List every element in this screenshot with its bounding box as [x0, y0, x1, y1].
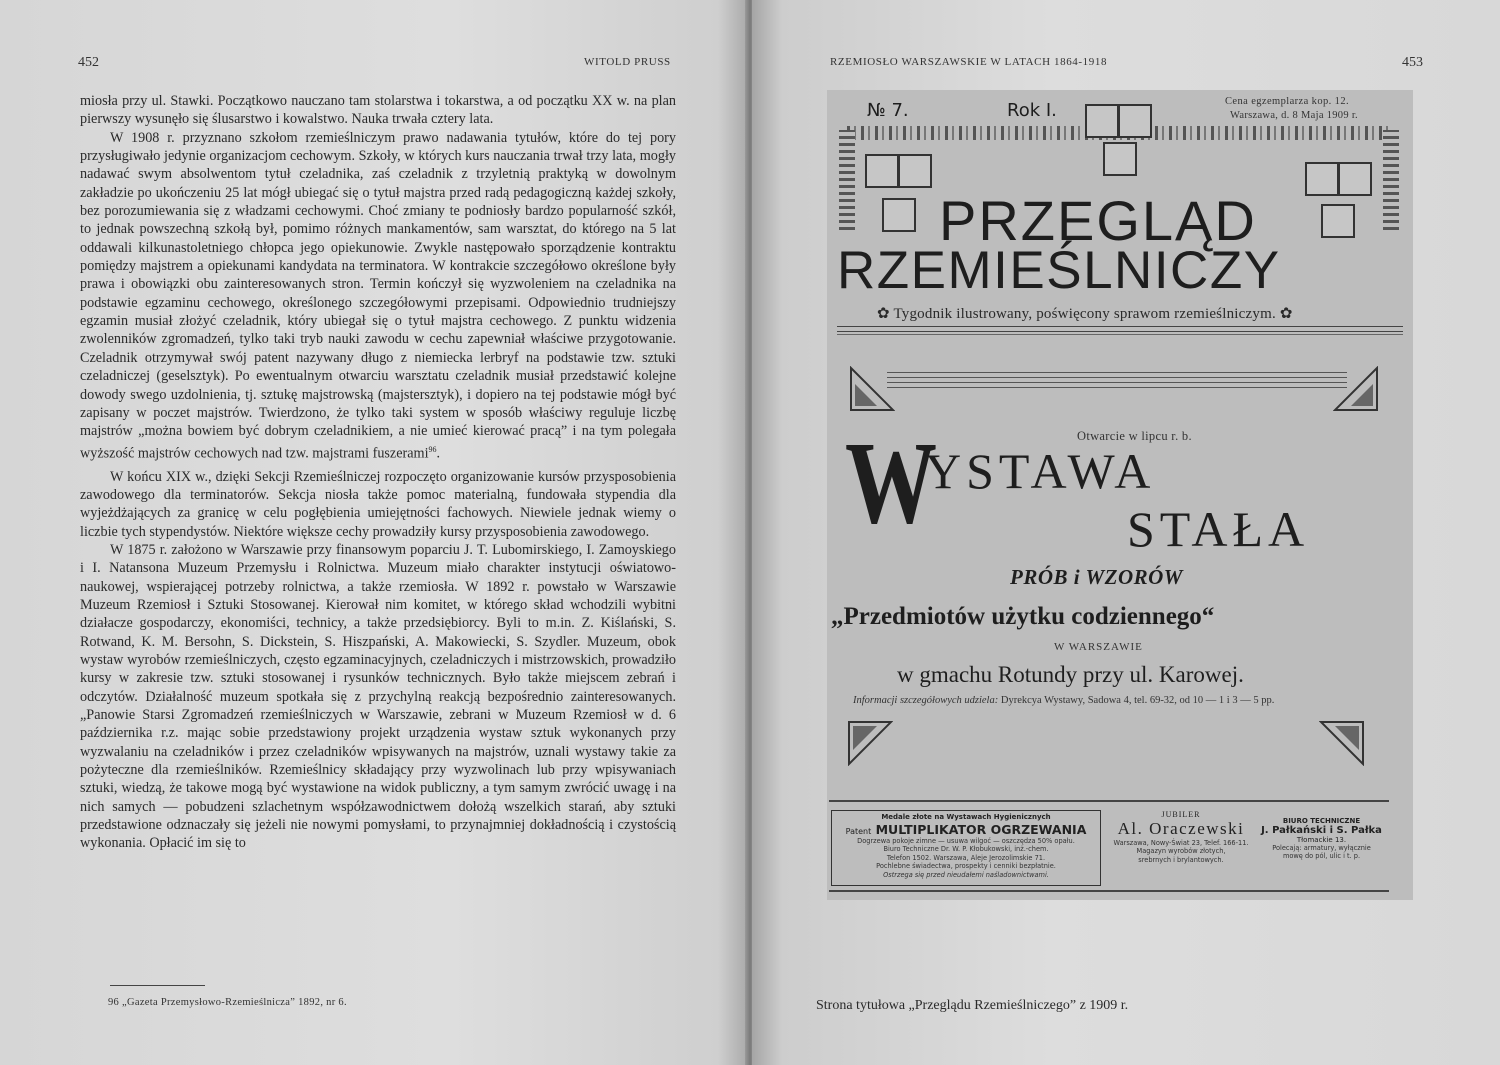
paragraph-1: miosła przy ul. Stawki. Początkowo nauczano tam stolarstwa i tokarstwa, a od początku XX w. na plan pierwszy wysunęło się ślusarstwo i kowalstwo. Nauka trwała cztery lata. — [80, 93, 676, 128]
advertisement-strip — [829, 800, 1389, 892]
left-page — [0, 0, 748, 1065]
ad1-line3: Dogrzewa pokoje zimne — usuwa wilgoć — oszczędza 50% opału. — [857, 837, 1075, 845]
cover-subtitle-text: Tygodnik ilustrowany, poświęcony sprawom rzemieślniczym. — [893, 306, 1276, 322]
crest-icon — [1118, 104, 1152, 138]
corner-ornament-icon — [849, 366, 895, 412]
running-head-left: WITOLD PRUSS — [584, 56, 671, 68]
cover-subtitle — [877, 304, 1293, 323]
cover-year: Rok I. — [1007, 100, 1057, 121]
flower-icon: ✿ — [1275, 306, 1293, 322]
crest-icon — [865, 154, 899, 188]
page-number-left: 452 — [78, 55, 99, 70]
ad1-line4: Biuro Techniczne Dr. W. P. Kłobukowski, inż.-chem. — [883, 845, 1049, 854]
ornament-line — [887, 387, 1347, 388]
cover-info-text: Dyrekcya Wystawy, Sadowa 4, tel. 69-32, od 10 — 1 i 3 — 5 pp. — [1000, 695, 1275, 706]
cover-title-line1: PRZEGLĄD — [939, 189, 1257, 252]
ad1-line6: Pochlebne świadectwa, prospekty i cenniki bezpłatnie. — [876, 862, 1056, 871]
crest-icon — [1338, 162, 1372, 196]
ornament-vine-left — [839, 130, 855, 230]
ad1-name — [832, 822, 1100, 837]
ad3-name: J. Pałkański i S. Pałka — [1261, 825, 1382, 836]
cover-stala: STAŁA — [1127, 501, 1310, 557]
paragraph-4: W 1875 r. założono w Warszawie przy finansowym poparciu J. T. Lubomirskiego, I. Zamoyskiego i I. Natansona Muzeum Przemysłu i Rolnictwa. Muzeum miało charakter instytucji oświatowo-naukowej, wspierającej potrzeby rolnictwa, a także rzemiosła. W 1892 r. powstało w Warszawie Muzeum Rzemiosł i Sztuki Stosowanej. Kierował nim komitet, w którego skład wchodzili wybitni działacze gospodarczy, ekonomiści, technicy, a także przedsiębiorcy. Byli to m.in. Z. Kiślański, S. Rotwand, K. M. Bersohn, S. Dickstein, S. Hiszpański, A. Makowiecki, S. Szydler. Muzeum, obok wystaw wyrobów rzemieślniczych, często egzaminacyjnych, czeladniczych i mistrzowskich, prowadziło kursy w zakresie tzw. sztuki stosowanej i rysunków technicznych. Było także miejscem zebrań i odczytów. Działalność muzeum spotkała się z przychylną reakcją bezpośrednio zainteresowanych. „Panowie Starsi Zgromadzeń rzemieślniczych w Warszawie, zebrani w Muzeum Rzemiosł w d. 6 października r.z. mając sobie przedstawiony projekt urządzenia wystaw sztuk wykonanych przy wyzwalaniu na czeladników i przez czeladników wpisywanych na majstrów, uznali wystawy takie za pożyteczne dla rzemieślników. Rzemieślnicy składający przy wyzwolinach lub przy wpisywaniach sztuki, wiedzą, że takowe mogą być wystawione na widok publiczny, a tym samym zwrócić uwagę i na nich samych — pobudzeni szlachetnym współzawodnictwem dołożą wszelkich starań, aby sztuki przedstawione odznaczały się jeżeli nie nowymi pomysłami, to przynajmniej dokładnością i czystością wykonania. Opłacić im się to — [80, 541, 676, 852]
ad3-label: BIURO TECHNICZNE — [1282, 817, 1361, 825]
ornament-vine-right — [1383, 130, 1399, 230]
ad2-label: JUBILER — [1161, 810, 1201, 819]
crest-icon — [898, 154, 932, 188]
ornament-line — [887, 377, 1347, 378]
cover-issue: № 7. — [867, 100, 909, 121]
running-head-right: RZEMIOSŁO WARSZAWSKIE W LATACH 1864-1918 — [830, 56, 1108, 68]
cover-wystawa: YSTAWA — [925, 443, 1156, 499]
ad1-title: MULTIPLIKATOR OGRZEWANIA — [875, 822, 1087, 837]
ornament-line — [887, 372, 1347, 373]
paragraph-3: W końcu XIX w., dzięki Sekcji Rzemieślniczej rozpoczęto organizowanie kursów przysposobienia zawodowego dla terminatorów. Sekcja niosła także pomoc materialną, fundowała stypendia dla wyjeżdżających za granicę w celu pogłębienia umiejętności fachowych. Niewiele jednak wiemy o liczbie tych stypendystów. Niektóre większe cechy prowadziły kursy przysposobienia zawodowego. — [80, 468, 676, 540]
cover-rule — [837, 326, 1403, 327]
crest-icon — [1103, 142, 1137, 176]
paragraph-2-text: W 1908 r. przyznano szkołom rzemieślniczym prawo nadawania tytułów, które do tej pory przysługiwało jedynie organizacjom cechowym. Szkoły, w których kurs nauczania trwał trzy lata, mogły nadawać swym absolwentom tytuł czeladnika, zaś czeladnik z trzyletnią praktyką w dowolnym zakładzie po ukończeniu 25 lat mógł ubiegać się o tytuł majstra przed radą pedagogiczną każdej szkoły, bez porozumiewania się z władzami cechowymi. Choć zmiany te podniosły bardzo popularność szkół, to jednak powszechną szkołą był, pomimo różnych mankamentów, sam warsztat, do którego na 5 lat oddawali kilkunastoletniego chłopca jego opiekunowie. Zwykle następowało sporządzenie kontraktu pomiędzy majstrem a opiekunami kandydata na terminatora. W kontrakcie szczegółowo określone były prawa i obowiązki obu zainteresowanych stron. Termin kończył się wyzwoleniem na czeladnika na podstawie egzaminu cechowego, określonego szczegółowymi przepisami. Odpowiednio trudniejszy egzamin musiał złożyć czeladnik, który ubiegał się o tytuł majstra cechowego. Z punktu widzenia zwolenników zgromadzeń, tylko taki tryb nauki zawodu w cechu zapewniał właściwe przygotowanie. Czeladnik otrzymywał swój patent nazywany długo z niemiecka lerbryf na podstawie tzw. sztuki czeladniczej (geselsztyk). Po ewentualnym otwarciu warsztatu czeladnik musiał przedstawić kolejne dowody swego uzdolnienia, tj. sztukę majstrowską (majstersztyk), i dopiero na tej podstawie mógł być zapisany w poczet majstrów. Twierdzono, że tylko taki system w sposób właściwy reguluje liczbę majstrów „można bowiem być dobrym czeladnikiem, a nie umieć kierować pracą” i na tym polegała wyższość majstrów cechowych nad tzw. majstrami fuszerami — [80, 129, 676, 462]
cover-rule — [837, 331, 1403, 332]
corner-ornament-icon — [1333, 366, 1379, 412]
crest-icon — [882, 198, 916, 232]
crest-icon — [1305, 162, 1339, 196]
cover-info-label: Informacji szczegółowych udziela: — [853, 695, 999, 706]
paragraph-2: W 1908 r. przyznano szkołom rzemieślniczym prawo nadawania tytułów, które do tej pory przysługiwało jedynie organizacjom cechowym. Szkoły, w których kurs nauczania trwał trzy lata, mogły nadawać swym absolwentom tytuł czeladnika, zaś czeladnik z trzyletnią praktyką w dowolnym zakładzie po ukończeniu 25 lat mógł ubiegać się o tytuł majstra przed radą pedagogiczną każdej szkoły, bez porozumiewania się z władzami cechowymi. Choć zmiany te podniosły bardzo popularność szkół, to jednak powszechną szkołą był, pomimo różnych mankamentów, sam warsztat, do którego na 5 lat oddawali kilkunastoletniego chłopca jego opiekunowie. Zwykle następowało sporządzenie kontraktu pomiędzy majstrem a opiekunami kandydata na terminatora. W kontrakcie szczegółowo określone były prawa i obowiązki obu zainteresowanych stron. Termin kończył się wyzwoleniem na czeladnika na podstawie egzaminu cechowego, określonego szczegółowymi przepisami. Odpowiednio trudniejszy egzamin musiał złożyć czeladnik, który ubiegał się o tytuł majstra cechowego. Z punktu widzenia zwolenników zgromadzeń, tylko taki tryb nauki zawodu w cechu zapewniał właściwe przygotowanie. Czeladnik otrzymywał swój patent nazywany długo z niemiecka lerbryf na podstawie tzw. sztuki czeladniczej (geselsztyk). Po ewentualnym otwarciu warsztatu czeladnik musiał przedstawić kolejne dowody swego uzdolnienia, tj. sztukę majstrowską (majstersztyk), i dopiero na tej podstawie mógł być zapisany w poczet majstrów. Twierdzono, że tylko taki system w sposób właściwy reguluje liczbę majstrów „można bowiem być dobrym czeladnikiem, a nie umieć kierować pracą” i na tym polegała wyższość majstrów cechowych nad tzw. majstrami fuszerami$^{96}$. — [80, 129, 676, 462]
page-number-right: 453 — [1402, 55, 1423, 70]
ad-multiplikator — [831, 810, 1101, 886]
cover-opening-note: Otwarcie w lipcu r. b. — [1077, 429, 1192, 443]
ad-jubiler — [1111, 810, 1251, 864]
ad3-line2: mowę do pól, ulic i t. p. — [1282, 852, 1361, 861]
cover-title-line2: RZEMIEŚLNICZY — [837, 241, 1281, 300]
ornament-line — [887, 382, 1347, 383]
cover-info — [853, 695, 1274, 706]
ad3-street: Tłomackie 13. — [1296, 836, 1347, 844]
ad1-line1: Medale złote na Wystawach Hygienicznych — [881, 813, 1051, 821]
body-text — [80, 92, 676, 853]
cover-probow: PRÓB i WZORÓW — [1010, 565, 1183, 589]
ad-biuro-techniczne — [1254, 817, 1389, 861]
ad2-line3: srebrnych i brylantowych. — [1138, 855, 1224, 864]
ad2-line2: Magazyn wyrobów złotych, — [1136, 847, 1226, 856]
flower-icon: ✿ — [877, 306, 894, 322]
ad1-patent: Patent — [845, 827, 872, 836]
cover-rule — [837, 334, 1403, 335]
corner-ornament-icon — [1319, 720, 1365, 766]
cover-big-initial: W — [845, 417, 938, 548]
crest-icon — [1085, 104, 1119, 138]
ad3-line1: Polecają: armatury, wyłącznie — [1272, 844, 1371, 852]
ad2-line1: Warszawa, Nowy-Świat 23, Telef. 166-11. — [1113, 839, 1249, 847]
cover-gmach: w gmachu Rotundy przy ul. Karowej. — [897, 662, 1244, 687]
crest-icon — [1321, 204, 1355, 238]
cover-przedmiotow: „Przedmiotów użytku codziennego“ — [831, 603, 1215, 630]
figure-caption: Strona tytułowa „Przeglądu Rzemieślniczego” z 1909 r. — [816, 998, 1129, 1013]
ad1-line5: Telefon 1502. Warszawa, Aleje Jerozolimskie 71. — [886, 853, 1046, 862]
footnote-ref: 96 — [428, 444, 437, 454]
corner-ornament-icon — [847, 720, 893, 766]
cover-price: Cena egzemplarza kop. 12. — [1225, 96, 1349, 107]
ad2-name: Al. Oraczewski — [1117, 819, 1245, 838]
ad1-line7: Ostrzega się przed nieudałemi naśladownictwami. — [883, 870, 1049, 879]
magazine-cover-image — [827, 90, 1413, 900]
cover-w-warszawie: W WARSZAWIE — [1054, 641, 1143, 653]
footnote: 96 „Gazeta Przemysłowo-Rzemieślnicza” 1892, nr 6. — [108, 997, 347, 1008]
cover-date: Warszawa, d. 8 Maja 1909 r. — [1230, 110, 1358, 121]
footnote-rule — [110, 985, 205, 986]
